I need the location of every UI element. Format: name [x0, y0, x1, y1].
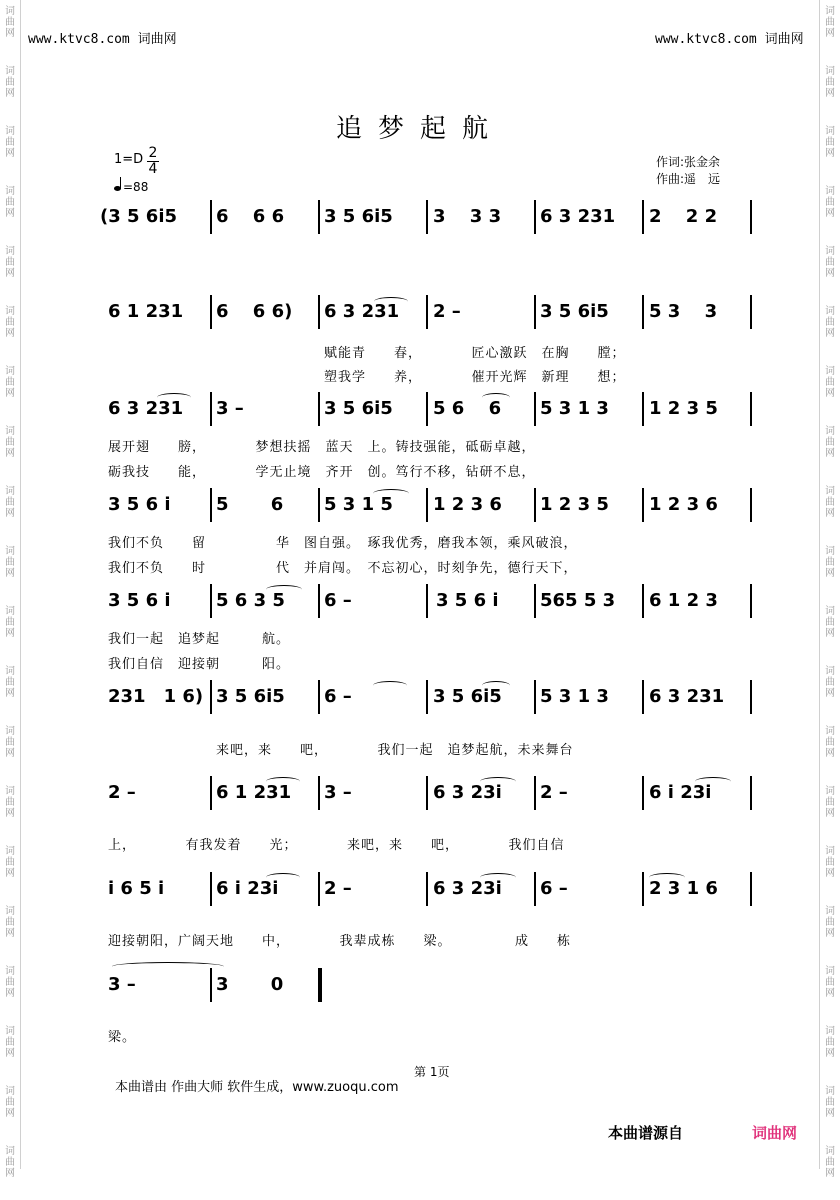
measure: 3 – [108, 974, 136, 995]
bar-line [318, 488, 320, 522]
bar-line [210, 295, 212, 329]
bar-line [534, 584, 536, 618]
measure: 3 5 6i5 [324, 206, 393, 227]
bar-line [210, 968, 212, 1002]
measure: 1 2 3 5 [540, 494, 609, 515]
bar-line [318, 295, 320, 329]
bar-line [426, 872, 428, 906]
tie-mark [266, 777, 300, 786]
lyric-line: 我们自信 迎接朝 阳。 [108, 657, 291, 672]
bar-line [750, 584, 752, 618]
tie-mark [373, 681, 407, 690]
bar-line [534, 680, 536, 714]
bar-line [750, 200, 752, 234]
measure: 3 5 6i5 [216, 686, 285, 707]
measure: 2 – [540, 782, 568, 803]
lyric-line: 塑我学 养， 催开光辉 新理 想； [324, 370, 626, 385]
measure: (3 5 6i5 [100, 206, 178, 227]
measure: 6 6 6 [216, 206, 285, 227]
tie-mark [480, 777, 516, 786]
tie-mark [266, 873, 300, 882]
measure: 6 – [540, 878, 568, 899]
header-left-site: 词曲网 [137, 32, 177, 47]
bar-line [318, 872, 320, 906]
bar-line [318, 584, 320, 618]
header-right-url[interactable]: www.ktvc8.com [655, 32, 757, 47]
bar-line [318, 392, 320, 426]
bar-line [642, 584, 644, 618]
bar-line [642, 680, 644, 714]
measure: 231 1 6) [108, 686, 204, 707]
measure: 565 5 3 [540, 590, 616, 611]
bar-line [534, 392, 536, 426]
measure: 5 6 [216, 494, 284, 515]
measure: 3 – [324, 782, 352, 803]
time-signature [147, 146, 159, 177]
bar-line [750, 776, 752, 810]
bar-line [426, 200, 428, 234]
measure: 6 – [324, 686, 352, 707]
measure: 3 3 3 [433, 206, 502, 227]
tempo-mark [114, 180, 148, 194]
tie-mark [373, 489, 409, 498]
measure: 5 3 1 3 [540, 686, 609, 707]
lyric-line: 迎接朝阳，广阔天地 中， 我辈成栋 梁。 成 栋 [108, 934, 572, 949]
measure: 3 5 6i5 [324, 398, 393, 419]
measure: 6 3 231 [649, 686, 725, 707]
lyric-line: 上， 有我发着 光； 来吧，来 吧， 我们自信 [108, 838, 565, 853]
bar-line [642, 392, 644, 426]
bar-line [534, 200, 536, 234]
measure: i 6 5 i [108, 878, 165, 899]
lyric-line: 砺我技 能， 学无止境 齐开 创。笃行不移，钻研不息， [108, 465, 536, 480]
measure: 3 5 6 i [436, 590, 499, 611]
bar-line [426, 488, 428, 522]
bar-line [426, 295, 428, 329]
bar-line [318, 680, 320, 714]
bar-line [534, 295, 536, 329]
measure: 1 2 3 5 [649, 398, 718, 419]
final-bar-line [318, 968, 322, 1002]
measure: 6 – [324, 590, 352, 611]
measure: 3 5 6 i [108, 590, 171, 611]
measure: 2 – [324, 878, 352, 899]
bar-line [210, 584, 212, 618]
measure: 5 3 1 3 [540, 398, 609, 419]
measure: 3 5 6i5 [540, 301, 609, 322]
bar-line [750, 392, 752, 426]
measure: 6 3 231 [324, 301, 400, 322]
measure: 2 – [433, 301, 461, 322]
measure: 6 6 6) [216, 301, 293, 322]
right-watermark-strip: 词 曲 网 词 曲 网 词 曲 网 词 曲 网 词 曲 网 词 曲 网 词 曲 网 词 曲 网 词 曲 网 词 曲 网 词 曲 网 词 曲 网 词 曲 网 词 曲 网 词 曲 网 词 曲 网 词 曲 网 词 曲 网 词 曲 网 词 曲 网 [825, 6, 835, 1179]
measure: 5 3 3 [649, 301, 718, 322]
measure: 3 5 6 i [108, 494, 171, 515]
measure: 5 6 6 [433, 398, 502, 419]
tie-mark [482, 681, 510, 690]
bar-line [318, 200, 320, 234]
bar-line [318, 776, 320, 810]
bar-line [426, 584, 428, 618]
tie-mark [482, 393, 510, 402]
measure: 1 2 3 6 [649, 494, 718, 515]
tie-mark [480, 873, 516, 882]
measure: 6 i 23i [649, 782, 712, 803]
measure: 3 5 6i5 [433, 686, 502, 707]
bar-line [750, 295, 752, 329]
header-left-url[interactable]: www.ktvc8.com [28, 32, 130, 47]
bar-line [426, 680, 428, 714]
measure: 1 2 3 6 [433, 494, 502, 515]
measure: 2 – [108, 782, 136, 803]
time-sig-top: 2 [148, 145, 158, 161]
source-brand[interactable]: 词曲网 [752, 1124, 798, 1142]
measure: 6 3 231 [540, 206, 616, 227]
bar-line [210, 776, 212, 810]
lyric-line: 赋能青 春， 匠心激跃 在胸 膛； [324, 346, 626, 361]
bar-line [534, 488, 536, 522]
tie-mark [112, 962, 224, 971]
generator-note: 本曲谱由 作曲大师 软件生成，www.zuoqu.com [115, 1080, 399, 1095]
bar-line [750, 488, 752, 522]
page-number: 第 1页 [414, 1065, 450, 1079]
bar-line [426, 776, 428, 810]
measure: 6 3 231 [108, 398, 184, 419]
key-signature: 1=D [114, 152, 144, 167]
measure: 6 i 23i [216, 878, 279, 899]
header-right [655, 28, 804, 47]
bar-line [210, 200, 212, 234]
measure: 2 2 2 [649, 206, 718, 227]
bar-line [642, 776, 644, 810]
measure: 3 0 [216, 974, 284, 995]
lyric-line: 我们不负 留 华 图自强。 琢我优秀，磨我本领，乘风破浪， [108, 536, 578, 551]
bar-line [426, 392, 428, 426]
lyric-line: 我们不负 时 代 并肩闯。 不忘初心，时刻争先，德行天下， [108, 561, 578, 576]
composer: 作曲:遥 远 [656, 172, 721, 186]
time-sig-bottom: 4 [148, 161, 158, 177]
tie-mark [695, 777, 731, 786]
bar-line [210, 392, 212, 426]
bar-line [750, 680, 752, 714]
header-right-site: 词曲网 [764, 32, 804, 47]
bar-line [642, 295, 644, 329]
lyricist: 作词:张金余 [656, 155, 721, 169]
header-left [28, 28, 177, 47]
bar-line [750, 872, 752, 906]
measure: 3 – [216, 398, 244, 419]
bar-line [210, 488, 212, 522]
tie-mark [374, 297, 408, 306]
measure: 5 3 1 5 [324, 494, 393, 515]
measure: 2 3 1 6 [649, 878, 718, 899]
measure: 5 6 3 5 [216, 590, 285, 611]
measure: 6 3 23i [433, 878, 502, 899]
bar-line [534, 776, 536, 810]
source-label: 本曲谱源自 [608, 1124, 684, 1142]
tie-mark [266, 585, 302, 594]
lyric-line: 我们一起 追梦起 航。 [108, 632, 291, 647]
tie-mark [157, 393, 191, 402]
lyric-line: 展开翅 膀， 梦想扶摇 蓝天 上。铸技强能，砥砺卓越， [108, 440, 536, 455]
quarter-note-icon [114, 186, 121, 191]
bar-line [642, 488, 644, 522]
left-watermark-strip: 词 曲 网 词 曲 网 词 曲 网 词 曲 网 词 曲 网 词 曲 网 词 曲 网 词 曲 网 词 曲 网 词 曲 网 词 曲 网 词 曲 网 词 曲 网 词 曲 网 词 曲 网 词 曲 网 词 曲 网 词 曲 网 词 曲 网 词 曲 网 [5, 6, 15, 1179]
measure: 6 1 2 3 [649, 590, 718, 611]
measure: 6 3 23i [433, 782, 502, 803]
song-title: 追梦起航 [335, 114, 504, 144]
bar-line [534, 872, 536, 906]
measure: 6 1 231 [216, 782, 292, 803]
bar-line [642, 200, 644, 234]
bar-line [642, 872, 644, 906]
lyric-line: 来吧，来 吧， 我们一起 追梦起航，未来舞台 [216, 743, 574, 758]
tie-mark [649, 873, 685, 882]
tempo-value: =88 [123, 180, 149, 194]
bar-line [210, 680, 212, 714]
lyric-line: 梁。 [108, 1030, 137, 1045]
bar-line [210, 872, 212, 906]
measure: 6 1 231 [108, 301, 184, 322]
